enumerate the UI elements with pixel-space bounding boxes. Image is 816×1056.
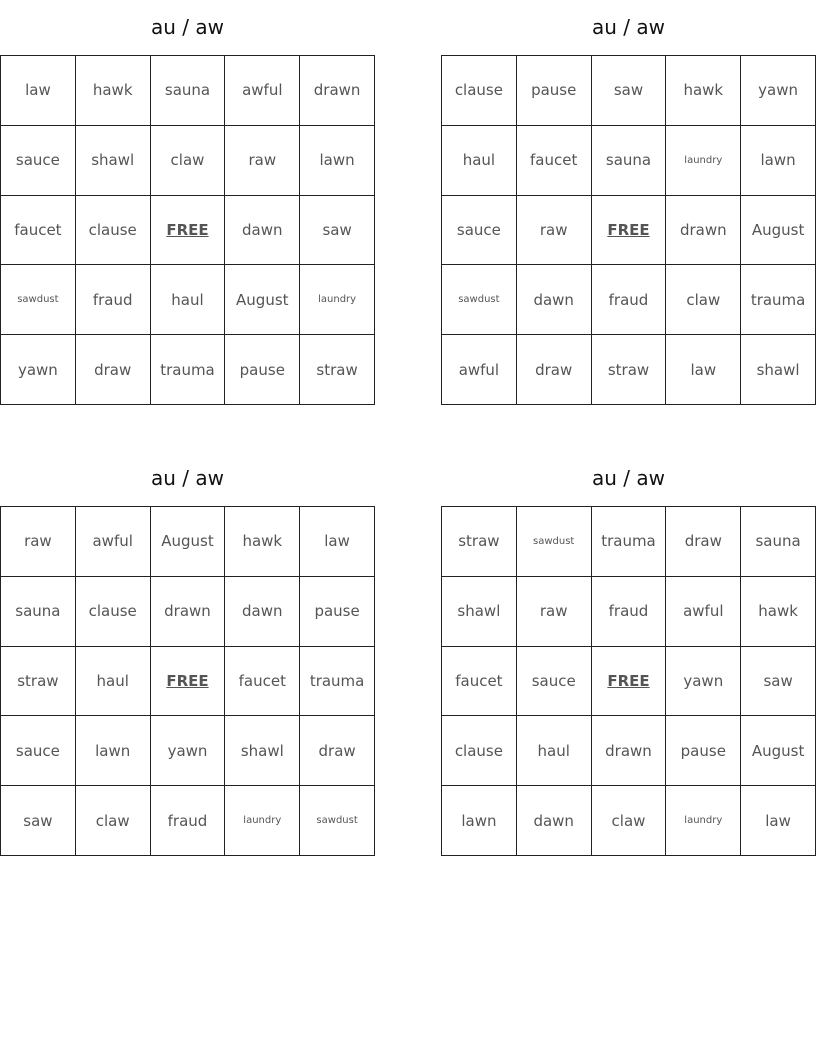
free-space: FREE <box>592 196 667 266</box>
bingo-cell: trauma <box>300 647 375 717</box>
bingo-cell: yawn <box>741 56 816 126</box>
bingo-cell: August <box>741 196 816 266</box>
bingo-cell: claw <box>666 265 741 335</box>
bingo-cell: clause <box>76 196 151 266</box>
bingo-cell: raw <box>517 196 592 266</box>
card-title: au / aw <box>592 15 665 39</box>
bingo-cell: straw <box>442 507 517 577</box>
bingo-cell: shawl <box>442 577 517 647</box>
bingo-cell: yawn <box>666 647 741 717</box>
bingo-cell: haul <box>442 126 517 196</box>
bingo-cell: haul <box>76 647 151 717</box>
bingo-cell: hawk <box>741 577 816 647</box>
bingo-cell: hawk <box>666 56 741 126</box>
bingo-cell: raw <box>517 577 592 647</box>
bingo-cell: lawn <box>741 126 816 196</box>
bingo-cell: sawdust <box>1 265 76 335</box>
card-title: au / aw <box>151 15 224 39</box>
bingo-cell: drawn <box>592 716 667 786</box>
bingo-cell: law <box>741 786 816 856</box>
bingo-cell: pause <box>666 716 741 786</box>
bingo-cell: hawk <box>76 56 151 126</box>
bingo-cell: dawn <box>225 577 300 647</box>
bingo-cell: August <box>151 507 226 577</box>
bingo-cell: pause <box>300 577 375 647</box>
bingo-cell: drawn <box>151 577 226 647</box>
bingo-cell: dawn <box>225 196 300 266</box>
bingo-cell: laundry <box>300 265 375 335</box>
bingo-cell: faucet <box>442 647 517 717</box>
bingo-cell: sauce <box>517 647 592 717</box>
bingo-grid <box>441 506 816 856</box>
bingo-cell: faucet <box>1 196 76 266</box>
bingo-cell: August <box>225 265 300 335</box>
bingo-cell: sauna <box>151 56 226 126</box>
bingo-cell: clause <box>442 56 517 126</box>
bingo-cell: fraud <box>76 265 151 335</box>
bingo-cell: claw <box>592 786 667 856</box>
card-title: au / aw <box>592 466 665 490</box>
bingo-cell: awful <box>442 335 517 405</box>
bingo-cell: awful <box>76 507 151 577</box>
bingo-cell: dawn <box>517 265 592 335</box>
bingo-grid <box>0 55 375 405</box>
bingo-cell: sauna <box>1 577 76 647</box>
bingo-cell: straw <box>1 647 76 717</box>
bingo-cell: saw <box>592 56 667 126</box>
bingo-grid <box>441 55 816 405</box>
bingo-cell: pause <box>225 335 300 405</box>
bingo-cell: drawn <box>666 196 741 266</box>
bingo-cell: awful <box>225 56 300 126</box>
bingo-cell: law <box>666 335 741 405</box>
bingo-cell: trauma <box>151 335 226 405</box>
bingo-cell: fraud <box>151 786 226 856</box>
bingo-cell: saw <box>1 786 76 856</box>
bingo-cell: fraud <box>592 265 667 335</box>
bingo-cell: sawdust <box>517 507 592 577</box>
bingo-cell: faucet <box>517 126 592 196</box>
bingo-cell: yawn <box>1 335 76 405</box>
bingo-cell: pause <box>517 56 592 126</box>
bingo-cell: raw <box>1 507 76 577</box>
bingo-cell: sauce <box>1 716 76 786</box>
bingo-cell: yawn <box>151 716 226 786</box>
bingo-cell: sauna <box>741 507 816 577</box>
bingo-cell: awful <box>666 577 741 647</box>
bingo-cell: straw <box>592 335 667 405</box>
bingo-cell: laundry <box>666 126 741 196</box>
bingo-cell: laundry <box>225 786 300 856</box>
free-space: FREE <box>592 647 667 717</box>
free-space: FREE <box>151 647 226 717</box>
bingo-cell: haul <box>151 265 226 335</box>
bingo-cell: draw <box>517 335 592 405</box>
bingo-cell: straw <box>300 335 375 405</box>
bingo-cell: clause <box>442 716 517 786</box>
bingo-cell: fraud <box>592 577 667 647</box>
bingo-cell: hawk <box>225 507 300 577</box>
bingo-cell: draw <box>300 716 375 786</box>
bingo-grid <box>0 506 375 856</box>
bingo-cell: saw <box>300 196 375 266</box>
bingo-cell: trauma <box>592 507 667 577</box>
bingo-cell: laundry <box>666 786 741 856</box>
bingo-cell: drawn <box>300 56 375 126</box>
bingo-cell: clause <box>76 577 151 647</box>
bingo-cell: lawn <box>76 716 151 786</box>
bingo-cell: sauce <box>1 126 76 196</box>
bingo-cell: shawl <box>76 126 151 196</box>
bingo-cell: lawn <box>442 786 517 856</box>
bingo-cell: saw <box>741 647 816 717</box>
bingo-cell: law <box>300 507 375 577</box>
bingo-cell: faucet <box>225 647 300 717</box>
bingo-cell: draw <box>666 507 741 577</box>
bingo-cell: lawn <box>300 126 375 196</box>
bingo-cell: sauce <box>442 196 517 266</box>
free-space: FREE <box>151 196 226 266</box>
bingo-cell: trauma <box>741 265 816 335</box>
bingo-cell: sawdust <box>442 265 517 335</box>
bingo-cell: dawn <box>517 786 592 856</box>
bingo-cell: claw <box>151 126 226 196</box>
bingo-cell: haul <box>517 716 592 786</box>
card-title: au / aw <box>151 466 224 490</box>
bingo-cell: shawl <box>741 335 816 405</box>
bingo-cell: sauna <box>592 126 667 196</box>
bingo-cell: draw <box>76 335 151 405</box>
bingo-cell: raw <box>225 126 300 196</box>
bingo-cell: claw <box>76 786 151 856</box>
bingo-cell: shawl <box>225 716 300 786</box>
bingo-cell: sawdust <box>300 786 375 856</box>
bingo-cell: August <box>741 716 816 786</box>
bingo-cell: law <box>1 56 76 126</box>
